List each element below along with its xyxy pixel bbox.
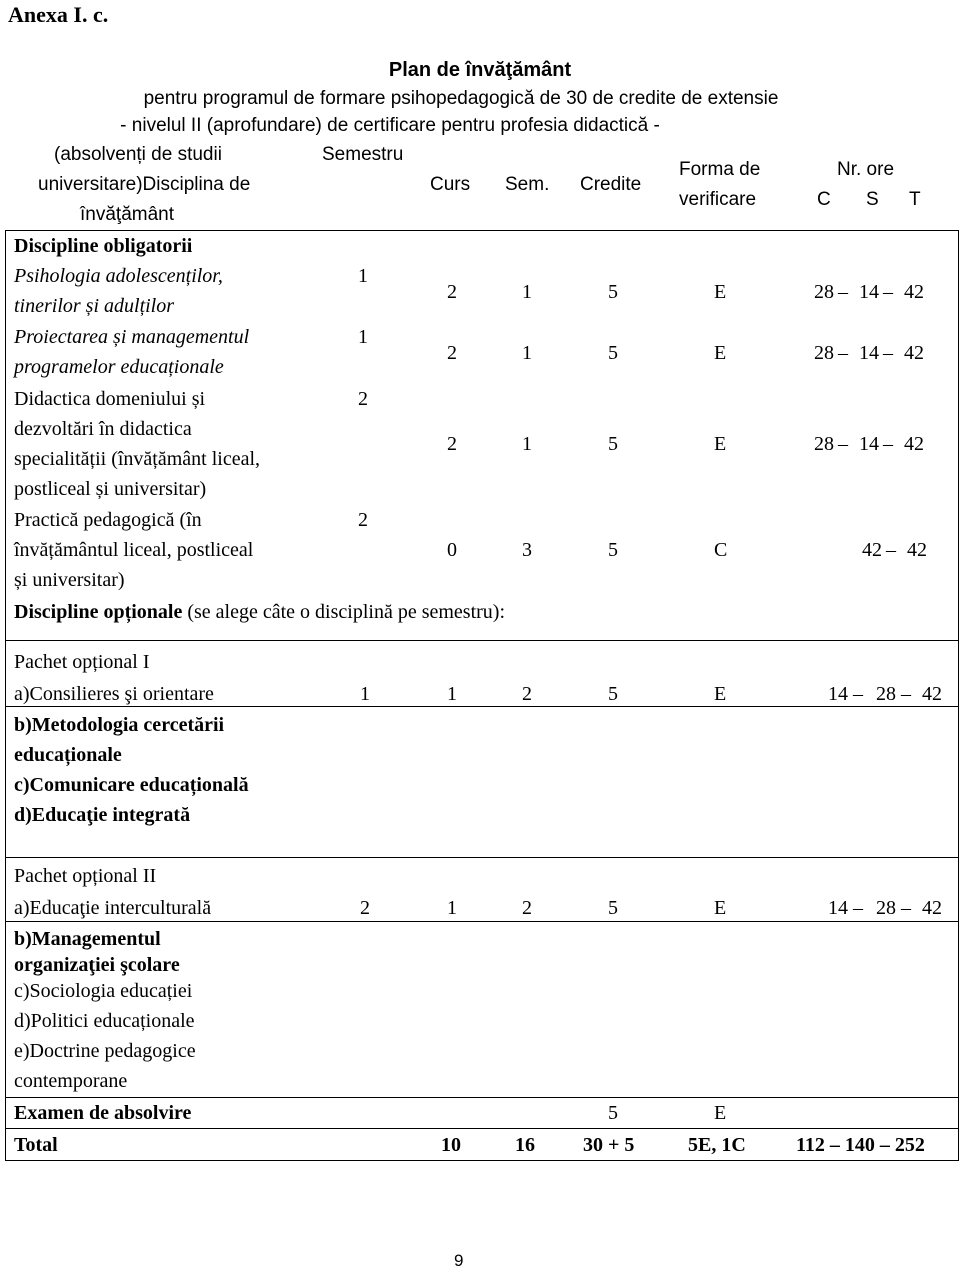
table-line <box>5 230 959 231</box>
course-name-line: Psihologia adolescenților, <box>14 265 223 287</box>
cell-ore-s: 28 <box>876 683 896 705</box>
cell-ore-c: 28 <box>814 281 834 303</box>
pachet-1-first-label: a)Consilieres şi orientare <box>14 683 214 705</box>
cell-curs: 1 <box>447 683 457 705</box>
cell-ore-c: 14 <box>828 683 848 705</box>
cell-ore-s: 28 <box>876 897 896 919</box>
table-line <box>5 857 959 858</box>
cell-sem: 2 <box>522 897 532 919</box>
pachet-2-option: organizaţiei şcolare <box>14 954 180 976</box>
pachet-1-title: Pachet opțional I <box>14 651 150 673</box>
cell-semestru: 1 <box>358 326 368 348</box>
course-name-line: postliceal și universitar) <box>14 478 207 500</box>
cell-sem: 2 <box>522 683 532 705</box>
pachet-1-option: d)Educaţie integrată <box>14 804 191 826</box>
cell-ore-s: 14 <box>859 342 879 364</box>
ore-dash: – <box>886 539 896 561</box>
cell-sem: 1 <box>522 342 532 364</box>
header-sem: Sem. <box>505 174 550 195</box>
cell-ore-c: 28 <box>814 433 834 455</box>
pachet-2-option: c)Sociologia educației <box>14 980 193 1002</box>
cell-ore-s: 14 <box>859 281 879 303</box>
header-discipline-line-2: universitare)Disciplina de <box>38 174 251 195</box>
course-name-line: tinerilor și adulților <box>14 295 175 317</box>
course-name-line: învățământul liceal, postliceal <box>14 539 254 561</box>
header-nr-ore: Nr. ore <box>837 159 895 180</box>
course-name-line: Practică pedagogică (în <box>14 509 202 531</box>
ore-dash: – <box>853 683 863 705</box>
section-obligatorii: Discipline obligatorii <box>14 235 193 257</box>
section-optionale-rest: (se alege câte o disciplină pe semestru): <box>182 601 506 623</box>
cell-credite: 5 <box>608 342 618 364</box>
course-name-line: specialității (învățământ liceal, <box>14 448 261 470</box>
cell-ore-t: 42 <box>904 342 924 364</box>
document-subtitle-2: - nivelul II (aprofundare) de certificare pentru profesia didactică - <box>120 115 660 136</box>
section-optionale <box>14 602 505 622</box>
table-line <box>5 1160 959 1161</box>
total-forma: 5E, 1C <box>688 1134 746 1156</box>
course-name-line: dezvoltări în didactica <box>14 418 192 440</box>
cell-semestru: 2 <box>358 388 368 410</box>
header-semestru: Semestru <box>322 144 404 165</box>
table-line <box>5 706 959 707</box>
total-sem: 16 <box>515 1134 535 1156</box>
document-subtitle-1: pentru programul de formare psihopedagogică de 30 de credite de extensie <box>143 88 779 109</box>
cell-sem: 1 <box>522 281 532 303</box>
pachet-2-first-label: a)Educaţie interculturală <box>14 897 212 919</box>
ore-dash: – <box>883 281 893 303</box>
header-curs: Curs <box>430 174 471 195</box>
header-ore-c: C <box>817 189 831 210</box>
pachet-1-option: c)Comunicare educațională <box>14 774 249 796</box>
table-line <box>5 921 959 922</box>
total-credite: 30 + 5 <box>583 1134 635 1156</box>
ore-dash: – <box>853 897 863 919</box>
cell-ore-t: 42 <box>922 897 942 919</box>
course-name-line: și universitar) <box>14 569 125 591</box>
table-line <box>5 1128 959 1129</box>
header-credite: Credite <box>580 174 642 195</box>
course-name-line: Proiectarea și managementul <box>14 326 250 348</box>
examen-forma: E <box>714 1102 727 1124</box>
cell-forma: E <box>714 433 727 455</box>
pachet-2-option: contemporane <box>14 1070 128 1092</box>
cell-curs: 0 <box>447 539 457 561</box>
document-title: Plan de învăţământ <box>388 59 572 81</box>
header-discipline-line-1: (absolvenți de studii <box>54 144 222 165</box>
cell-ore-t: 42 <box>922 683 942 705</box>
cell-ore-t: 42 <box>907 539 927 561</box>
ore-dash: – <box>901 897 911 919</box>
pachet-1-option: b)Metodologia cercetării <box>14 714 225 736</box>
ore-dash: – <box>838 433 848 455</box>
table-line <box>5 1097 959 1098</box>
cell-credite: 5 <box>608 683 618 705</box>
total-label: Total <box>14 1134 58 1156</box>
header-forma-line-2: verificare <box>679 189 757 210</box>
header-ore-t: T <box>909 189 921 210</box>
pachet-1-option: educaționale <box>14 744 122 766</box>
total-curs: 10 <box>441 1134 461 1156</box>
cell-curs: 1 <box>447 897 457 919</box>
examen-credite: 5 <box>608 1102 618 1124</box>
cell-sem: 1 <box>522 433 532 455</box>
ore-dash: – <box>838 281 848 303</box>
cell-ore-c: 14 <box>828 897 848 919</box>
header-ore-s: S <box>866 189 879 210</box>
cell-credite: 5 <box>608 433 618 455</box>
table-line <box>5 230 6 1160</box>
cell-forma: E <box>714 683 727 705</box>
course-name-line: programelor educaționale <box>14 356 224 378</box>
cell-semestru: 2 <box>358 509 368 531</box>
cell-forma: E <box>714 342 727 364</box>
cell-semestru: 2 <box>360 897 370 919</box>
cell-curs: 2 <box>447 433 457 455</box>
examen-label: Examen de absolvire <box>14 1102 192 1124</box>
header-discipline-line-3: învăţământ <box>80 204 174 225</box>
cell-ore-s: 42 <box>862 539 882 561</box>
course-name-line: Didactica domeniului și <box>14 388 206 410</box>
cell-ore-t: 42 <box>904 433 924 455</box>
section-optionale-bold: Discipline opționale <box>14 601 183 623</box>
pachet-2-title: Pachet opțional II <box>14 865 157 887</box>
ore-dash: – <box>883 433 893 455</box>
total-ore: 112 – 140 – 252 <box>796 1134 925 1156</box>
pachet-2-option: b)Managementul <box>14 928 161 950</box>
ore-dash: – <box>901 683 911 705</box>
ore-dash: – <box>838 342 848 364</box>
annex-label: Anexa I. c. <box>8 2 109 27</box>
cell-credite: 5 <box>608 539 618 561</box>
cell-credite: 5 <box>608 281 618 303</box>
pachet-2-option: e)Doctrine pedagogice <box>14 1040 196 1062</box>
cell-ore-c: 28 <box>814 342 834 364</box>
cell-semestru: 1 <box>358 265 368 287</box>
cell-sem: 3 <box>522 539 532 561</box>
cell-forma: E <box>714 897 727 919</box>
page-number: 9 <box>454 1251 464 1270</box>
header-forma-line-1: Forma de <box>679 159 761 180</box>
cell-curs: 2 <box>447 342 457 364</box>
table-line <box>5 640 959 641</box>
cell-forma: E <box>714 281 727 303</box>
cell-ore-s: 14 <box>859 433 879 455</box>
cell-credite: 5 <box>608 897 618 919</box>
cell-forma: C <box>714 539 728 561</box>
cell-curs: 2 <box>447 281 457 303</box>
pachet-2-option: d)Politici educaționale <box>14 1010 195 1032</box>
table-line <box>958 230 959 1160</box>
ore-dash: – <box>883 342 893 364</box>
cell-ore-t: 42 <box>904 281 924 303</box>
cell-semestru: 1 <box>360 683 370 705</box>
